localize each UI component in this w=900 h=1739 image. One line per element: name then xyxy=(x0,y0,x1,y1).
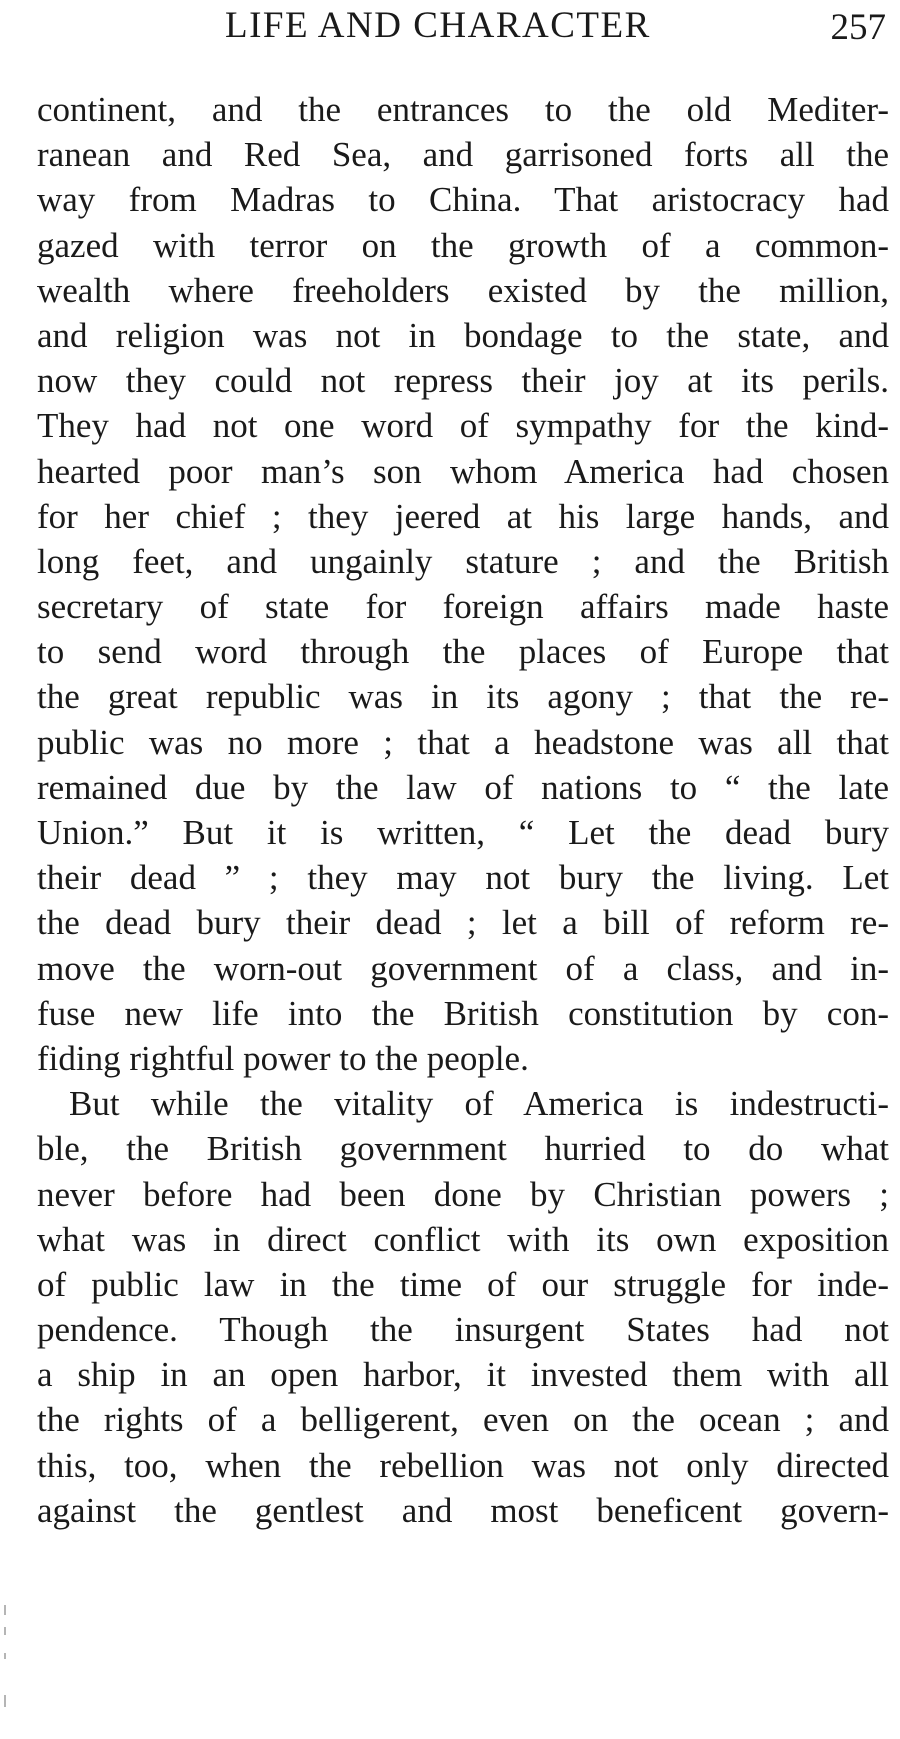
scan-speck xyxy=(4,1627,6,1635)
running-title: LIFE AND CHARACTER xyxy=(225,5,651,46)
text-line: of public law in the time of our struggle for inde- xyxy=(37,1264,889,1304)
scan-speck xyxy=(4,1653,6,1659)
text-line: secretary of state for foreign affairs made haste xyxy=(37,587,889,627)
text-line: They had not one word of sympathy for the kind- xyxy=(37,406,889,446)
text-line: to send word through the places of Europe that xyxy=(37,632,889,672)
running-head xyxy=(0,2,890,50)
body-text xyxy=(37,87,889,1533)
text-line: never before had been done by Christian powers ; xyxy=(37,1174,889,1214)
text-line: way from Madras to China. That aristocracy had xyxy=(37,180,889,220)
text-line: long feet, and ungainly stature ; and the British xyxy=(37,541,889,581)
text-line: gazed with terror on the growth of a common- xyxy=(37,225,889,265)
scan-speck xyxy=(4,1605,6,1615)
text-line: remained due by the law of nations to “ the late xyxy=(37,767,889,807)
text-line: their dead ” ; they may not bury the living. Let xyxy=(37,858,889,898)
text-line: wealth where freeholders existed by the million, xyxy=(37,270,889,310)
text-line: the rights of a belligerent, even on the ocean ; and xyxy=(37,1400,889,1440)
text-line: continent, and the entrances to the old Mediter- xyxy=(37,90,889,129)
text-line: hearted poor man’s son whom America had chosen xyxy=(37,451,889,491)
text-line: what was in direct conflict with its own exposition xyxy=(37,1219,889,1259)
text-line: for her chief ; they jeered at his large hands, and xyxy=(37,496,889,536)
text-line: ble, the British government hurried to do what xyxy=(37,1129,889,1169)
text-line: pendence. Though the insurgent States had not xyxy=(37,1310,889,1350)
scan-speck xyxy=(4,1695,6,1707)
text-line: now they could not repress their joy at its perils. xyxy=(37,361,889,401)
text-line: fuse new life into the British constitution by con- xyxy=(37,993,889,1033)
text-line: fiding rightful power to the people. xyxy=(37,1038,529,1078)
text-line: Union.” But it is written, “ Let the dead bury xyxy=(37,813,889,852)
paragraph-1 xyxy=(37,87,889,1081)
text-line: the dead bury their dead ; let a bill of reform re- xyxy=(37,903,889,943)
text-line: the great republic was in its agony ; that the re- xyxy=(37,677,889,717)
text-line: against the gentlest and most beneficent govern- xyxy=(37,1490,889,1530)
page-number: 257 xyxy=(830,7,886,48)
text-line: But while the vitality of America is indestructi- xyxy=(69,1084,889,1124)
text-line: ranean and Red Sea, and garrisoned forts all the xyxy=(37,135,889,175)
scan-margin-specks xyxy=(4,1605,7,1725)
paragraph-2 xyxy=(37,1081,889,1533)
text-line: and religion was not in bondage to the state, and xyxy=(37,315,889,355)
text-line: a ship in an open harbor, it invested them with all xyxy=(37,1355,889,1395)
text-line: move the worn-out government of a class, and in- xyxy=(37,948,889,988)
text-line: public was no more ; that a headstone was all that xyxy=(37,722,889,762)
text-line: this, too, when the rebellion was not only directed xyxy=(37,1445,889,1485)
